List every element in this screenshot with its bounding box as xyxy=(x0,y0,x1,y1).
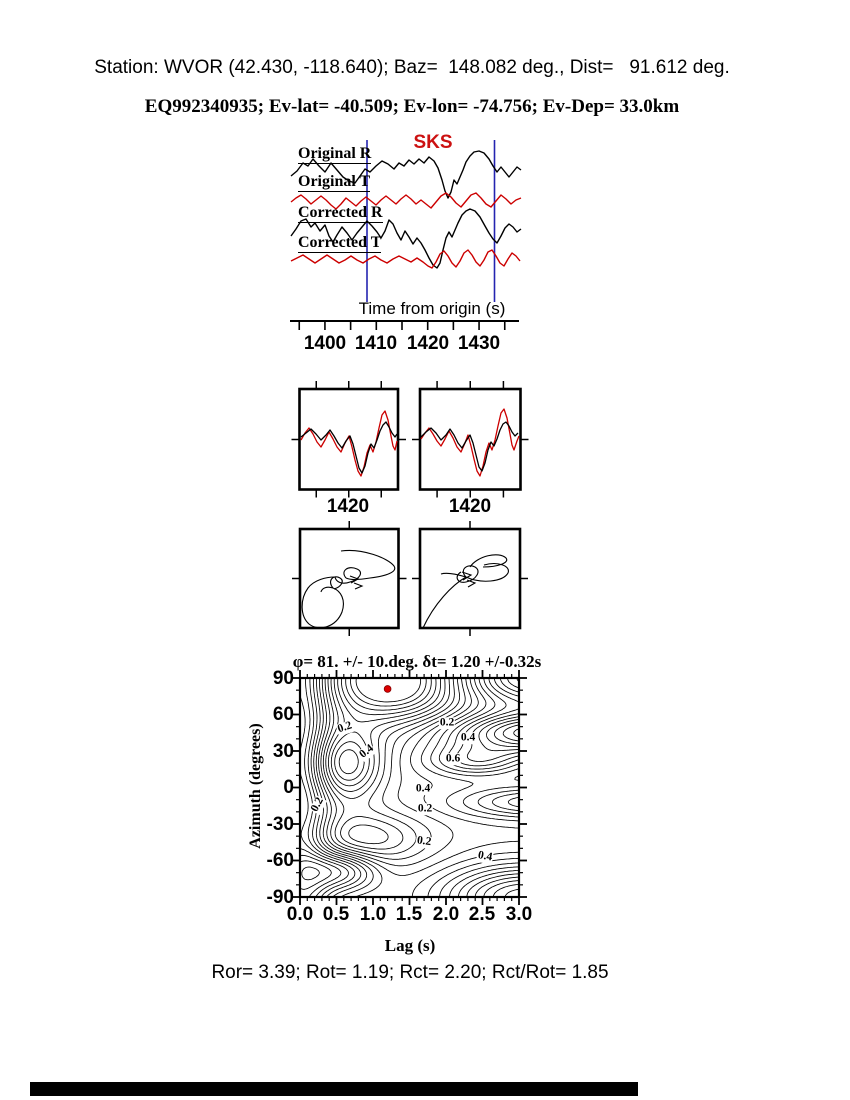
contour-label: 0.6 xyxy=(445,752,461,765)
particle-motion-right-path xyxy=(470,555,507,567)
ytick-m30: -30 xyxy=(266,814,294,835)
trace-label-original-t: Original T xyxy=(298,173,371,190)
trace-label-original-r: Original R xyxy=(298,145,372,162)
contour-label: 0.2 xyxy=(416,834,433,849)
contour-title: φ= 81. +/- 10.deg. δt= 1.20 +/-0.32s xyxy=(292,652,542,671)
ytick-m90: -90 xyxy=(266,887,294,908)
contour-label: 0.2 xyxy=(336,719,354,736)
particle-motion-left-path xyxy=(354,583,362,589)
overlay-right-t-trace xyxy=(421,409,519,476)
ytick-30: 30 xyxy=(272,741,294,762)
error-surface-contours xyxy=(300,678,519,897)
trace-label-corrected-t: Corrected T xyxy=(298,234,382,251)
contour-label: 0.4 xyxy=(415,782,431,795)
overlay-left-tick-label: 1420 xyxy=(326,496,370,517)
overlay-left-r-trace xyxy=(301,422,397,473)
ytick-60: 60 xyxy=(272,704,294,725)
xtick-15: 1.5 xyxy=(395,904,423,925)
phase-label: SKS xyxy=(413,132,453,153)
overlay-right-tick-label: 1420 xyxy=(448,496,492,517)
time-tick-1420: 1420 xyxy=(406,333,450,354)
ytick-m60: -60 xyxy=(266,850,294,871)
overlay-panel-box xyxy=(300,389,399,490)
xtick-30: 3.0 xyxy=(505,904,533,925)
xtick-05: 0.5 xyxy=(322,904,350,925)
contour-label: 0.4 xyxy=(460,731,476,744)
station-header: Station: WVOR (42.430, -118.640); Baz= 148.082 deg., Dist= 91.612 deg. xyxy=(94,57,730,78)
xtick-20: 2.0 xyxy=(432,904,460,925)
contour-label: 0.4 xyxy=(357,742,376,761)
particle-motion-left-path xyxy=(341,550,395,579)
particle-motion-right-path xyxy=(423,577,466,628)
xtick-10: 1.0 xyxy=(359,904,387,925)
contour-label: 0.2 xyxy=(308,795,327,814)
time-tick-1400: 1400 xyxy=(303,333,347,354)
overlay-left-t-trace xyxy=(301,411,397,476)
particle-motion-left-path xyxy=(335,568,361,583)
time-axis-label: Time from origin (s) xyxy=(358,299,506,318)
particle-motion-right-path xyxy=(441,573,466,577)
xtick-0: 0.0 xyxy=(286,904,314,925)
footer-black-bar xyxy=(30,1082,638,1096)
results-line: Ror= 3.39; Rot= 1.19; Rct= 2.20; Rct/Rot= 1.85 xyxy=(211,962,609,983)
ytick-0: 0 xyxy=(283,777,294,798)
xtick-25: 2.5 xyxy=(468,904,496,925)
contour-ylabel: Azimuth (degrees) xyxy=(247,723,264,849)
particle-motion-left-path xyxy=(302,577,343,628)
contour-xlabel: Lag (s) xyxy=(384,936,436,955)
contour-label: 0.4 xyxy=(477,849,494,864)
trace-label-corrected-r: Corrected R xyxy=(298,204,383,221)
time-tick-1430: 1430 xyxy=(457,333,501,354)
event-header: EQ992340935; Ev-lat= -40.509; Ev-lon= -74.756; Ev-Dep= 33.0km xyxy=(144,96,680,117)
time-tick-1410: 1410 xyxy=(354,333,398,354)
contour-label: 0.2 xyxy=(417,802,433,815)
ytick-90: 90 xyxy=(272,668,294,689)
overlay-right-r-trace xyxy=(421,422,518,471)
best-solution-dot xyxy=(384,686,391,693)
overlay-panel-box xyxy=(420,389,521,490)
contour-label: 0.2 xyxy=(439,716,455,729)
